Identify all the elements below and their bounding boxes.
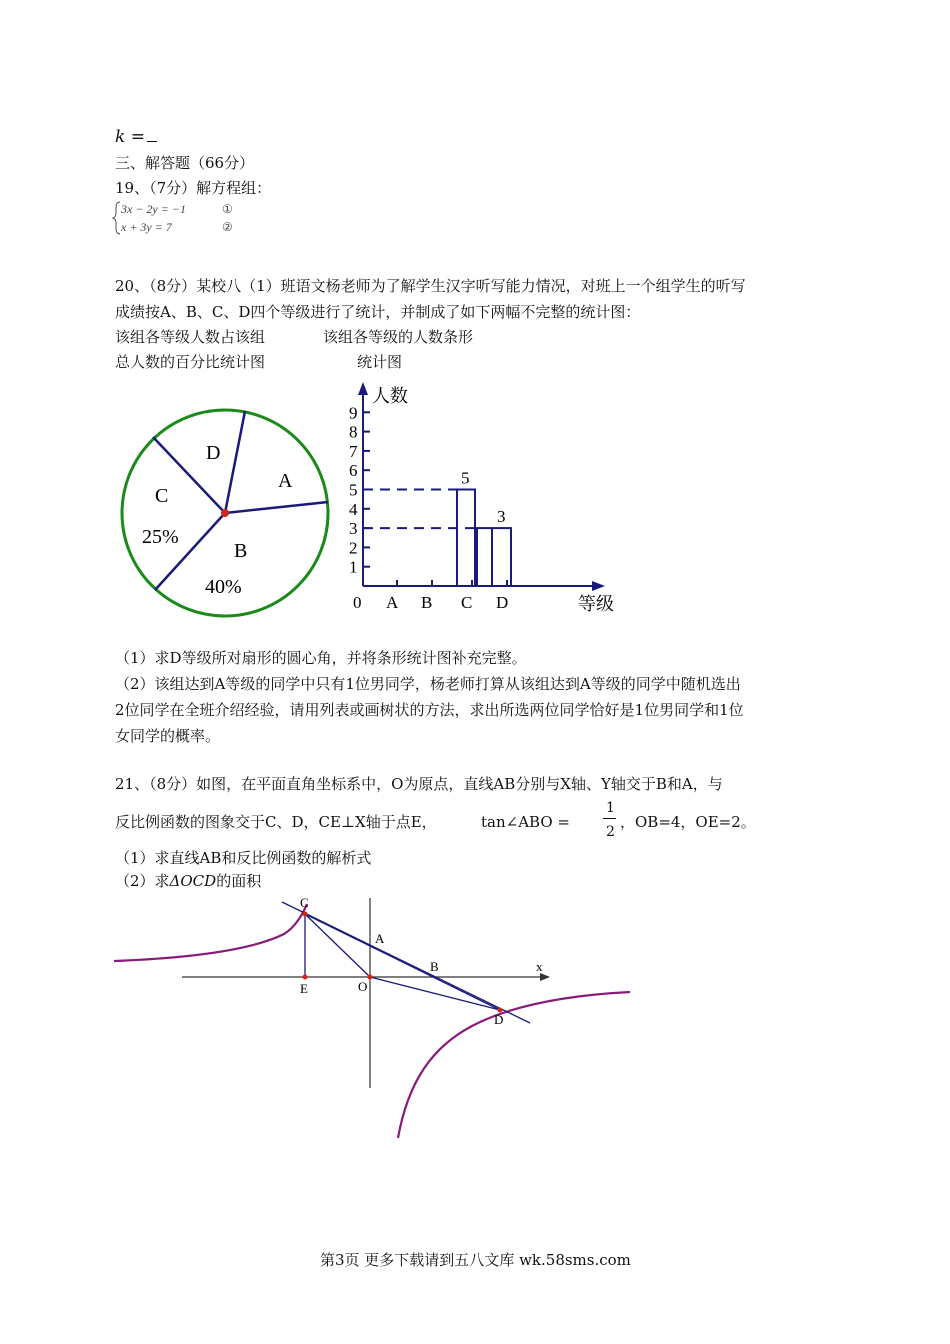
bar-ytick-label-6: 6 xyxy=(349,461,358,481)
bar-origin: 0 xyxy=(353,593,362,612)
fig-label-b: B xyxy=(430,959,439,974)
pie-label-c: C xyxy=(155,485,169,507)
q21-frac-bar xyxy=(603,818,616,819)
bar-chart xyxy=(340,378,620,618)
bar-category-A: A xyxy=(386,593,399,612)
fig-line-od xyxy=(370,977,500,1010)
q21-line2-b: ，OB=4，OE=2。 xyxy=(620,813,756,831)
q20-caption-left-1: 该组各等级人数占该组 xyxy=(115,328,266,346)
q20-caption-right-1: 该组各等级的人数条形 xyxy=(323,328,474,346)
pie-value-b: 40% xyxy=(205,576,242,598)
bar-value-label-D: 3 xyxy=(497,507,506,527)
q21-line2-a: 反比例函数的图象交于C、D，CE⊥X轴于点E， xyxy=(115,813,437,831)
bar-category-C: C xyxy=(461,593,473,612)
q19-equation-system xyxy=(112,198,262,238)
bar-x-arrow xyxy=(592,581,605,591)
fig-point-o xyxy=(368,975,373,980)
fig-label-e: E xyxy=(300,981,308,996)
fig-line-cd-2 xyxy=(305,914,500,1010)
fig-label-o: O xyxy=(358,979,368,994)
fig-label-x: x xyxy=(536,959,543,974)
q19-title: 19、（7分）解方程组： xyxy=(115,179,272,197)
bar-C xyxy=(457,490,475,587)
bar-ytick-label-1: 1 xyxy=(349,557,358,577)
fig-x-arrow xyxy=(540,973,550,981)
bar-ytick-label-3: 3 xyxy=(349,519,358,539)
q19-eq2-num: ② xyxy=(222,220,233,234)
pie-divider-ab xyxy=(225,502,328,513)
q19-eq1-num: ① xyxy=(222,202,233,216)
q21-sub2: （2）求ΔOCD的面积 xyxy=(115,872,262,890)
fig-curve-right xyxy=(398,992,630,1138)
q20-caption-right-2: 统计图 xyxy=(357,353,403,371)
q21-sub2-math: ΔOCD xyxy=(169,872,217,890)
q19-eq2: x + 3y = 7 xyxy=(121,220,172,234)
bar-ytick-label-9: 9 xyxy=(349,403,358,423)
pie-value-c: 25% xyxy=(142,526,179,548)
q21-sub1: （1）求直线AB和反比例函数的解析式 xyxy=(115,849,372,867)
q20-sub2-line1: （2）该组达到A等级的同学中只有1位男同学，杨老师打算从该组达到A等级的同学中随机选出 xyxy=(115,675,741,693)
fig-point-e xyxy=(303,975,308,980)
pie-label-d: D xyxy=(206,442,221,464)
bar-value-label-C: 5 xyxy=(461,468,470,488)
q20-sub2-line3: 女同学的概率。 xyxy=(115,727,221,745)
bar-ytick-label-4: 4 xyxy=(349,499,358,519)
bar-category-D: D xyxy=(496,593,509,612)
fig-line-cd-1 xyxy=(282,902,530,1023)
pie-label-a: A xyxy=(278,470,293,492)
q21-frac-num: 1 xyxy=(606,800,615,816)
bar-D xyxy=(477,528,511,586)
q20-line1: 20、（8分）某校八（1）班语文杨老师为了解学生汉字听写能力情况，对班上一个组学生的听写 xyxy=(115,277,746,295)
q21-line1: 21、（8分）如图，在平面直角坐标系中，O为原点，直线AB分别与X轴、Y轴交于B和A，与 xyxy=(115,775,723,793)
bar-ytick-label-5: 5 xyxy=(349,480,358,500)
fig-label-c: C xyxy=(300,895,309,910)
bar-ytick-label-8: 8 xyxy=(349,422,358,442)
q20-line2: 成绩按A、B、C、D四个等级进行了统计，并制成了如下两幅不完整的统计图： xyxy=(115,303,641,321)
pie-center-dot xyxy=(221,509,229,517)
q21-frac-den: 2 xyxy=(606,824,615,840)
q20-sub1: （1）求D等级所对扇形的圆心角，并将条形统计图补充完整。 xyxy=(115,649,527,667)
q19-eq1: 3x − 2y = −1 xyxy=(121,202,186,216)
pie-chart xyxy=(118,402,338,602)
fig-label-d: D xyxy=(494,1012,504,1027)
pie-label-b: B xyxy=(234,540,248,562)
fig-label-a: A xyxy=(375,931,385,946)
page-footer: 第3页 更多下载请到五八文库 wk.58sms.com xyxy=(320,1251,631,1269)
bar-y-arrow xyxy=(358,382,368,395)
bar-ytick-label-7: 7 xyxy=(349,441,358,461)
bar-ytick-label-2: 2 xyxy=(349,538,358,558)
section-title: 三、解答题（66分） xyxy=(115,154,255,172)
q20-sub2-line2: 2位同学在全班介绍经验，请用列表或画树状的方法，求出所选两位同学恰好是1位男同学和1位 xyxy=(115,701,744,719)
pie-divider-da xyxy=(225,411,245,513)
q21-figure xyxy=(112,892,632,1142)
k-equals: k = xyxy=(115,127,157,147)
q20-caption-left-2: 总人数的百分比统计图 xyxy=(115,353,266,371)
fig-point-c xyxy=(303,912,308,917)
bar-ylabel: 人数 xyxy=(372,386,408,406)
q21-tan: tan∠ABO = xyxy=(481,813,570,831)
bar-category-B: B xyxy=(421,593,433,612)
fig-line-co xyxy=(305,914,370,977)
bar-xlabel: 等级 xyxy=(578,594,614,614)
fig-curve-left xyxy=(114,904,307,961)
